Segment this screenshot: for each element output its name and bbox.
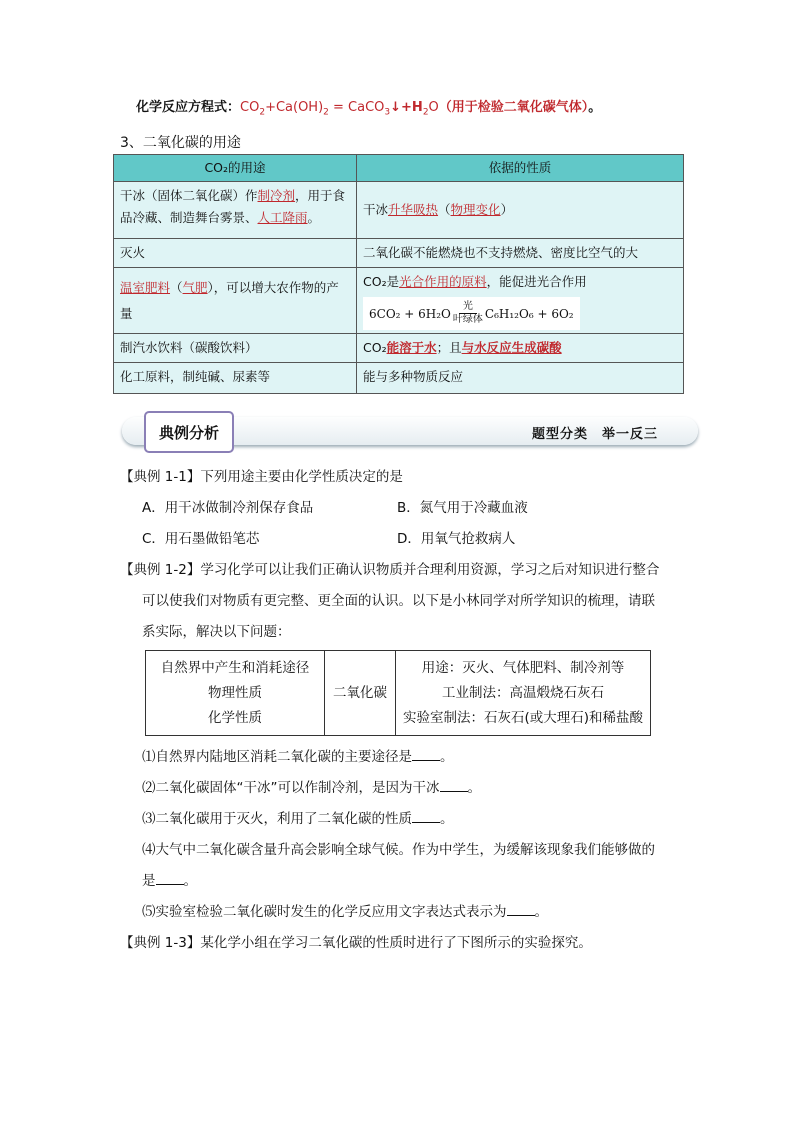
table-row: [114, 239, 684, 268]
section-title: 3、二氧化碳的用途: [120, 135, 241, 151]
banner-subtitle: 题型分类 举一反三: [531, 427, 658, 442]
option-a: A．用干冰做制冷剂保存食品: [142, 500, 314, 516]
table-header: 依据的性质: [357, 155, 684, 182]
banner-tab: 典例分析: [144, 411, 234, 453]
equation-formula: $CO_2+Ca(OH)_2$ = $CaCO_3↓+H_2O$（用于检验二氧化碳气体）: [240, 100, 589, 118]
summary-right-cell: 用途：灭火、气体肥料、制冷剂等 工业制法：高温煅烧石灰石 实验室制法：石灰石(或大理石)和稀盐酸: [396, 651, 651, 736]
table-row: [114, 334, 684, 363]
example-1-2-line-3: 系实际，解决以下问题：: [142, 624, 291, 640]
sub-question-1: ⑴自然界内陆地区消耗二氧化碳的主要途径是 。: [142, 746, 454, 768]
use-cell: 干冰（固体二氧化碳）作制冷剂，用于食品冷藏、制造舞台雾景、人工降雨。: [114, 182, 357, 239]
summary-center-cell: 二氧化碳: [325, 651, 396, 736]
co2-summary-table: [145, 650, 651, 736]
table-row: [114, 268, 684, 334]
equation-label: 化学反应方程式：: [136, 100, 241, 115]
use-cell: 制汽水饮料（碳酸饮料）: [114, 334, 357, 363]
sub-question-2: ⑵二氧化碳固体“干冰”可以作制冷剂，是因为干冰 。: [142, 777, 481, 799]
property-cell: 干冰升华吸热（物理变化）: [357, 182, 684, 239]
use-cell: 灭火: [114, 239, 357, 268]
table-header: CO₂的用途: [114, 155, 357, 182]
co2-uses-table: [113, 154, 684, 394]
property-cell: 能与多种物质反应: [357, 363, 684, 394]
example-1-3-question: 【典例 1-3】某化学小组在学习二氧化碳的性质时进行了下图所示的实验探究。: [120, 935, 592, 951]
table-row: [114, 182, 684, 239]
use-cell: 温室肥料（气肥），可以增大农作物的产量: [114, 268, 357, 334]
sub-question-5: ⑸实验室检验二氧化碳时发生的化学反应用文字表达式表示为 。: [142, 901, 548, 923]
option-b: B．氮气用于冷藏血液: [397, 500, 528, 516]
property-cell: CO₂是光合作用的原料，能促进光合作用 6CO₂ + 6H₂O $\frac{\text{光}}{\text{叶绿体}}$ C₆H₁₂O₆ + 6O₂: [357, 268, 684, 334]
reaction-equation-line: 化学反应方程式：$CO_2+Ca(OH)_2$ = $CaCO_3↓+H_2O$（用于检验二氧化碳气体）。: [136, 100, 602, 118]
example-1-2-line-2: 可以使我们对物质有更完整、更全面的认识。以下是小林同学对所学知识的梳理，请联: [142, 593, 655, 609]
photosynthesis-equation: 6CO₂ + 6H₂O $\frac{\text{光}}{\text{叶绿体}}$ C₆H₁₂O₆ + 6O₂: [363, 297, 580, 330]
property-cell: CO₂能溶于水；且与水反应生成碳酸: [357, 334, 684, 363]
option-d: D．用氧气抢救病人: [397, 531, 516, 547]
table-row: [114, 363, 684, 394]
use-cell: 化工原料，制纯碱、尿素等: [114, 363, 357, 394]
example-1-1-question: 【典例 1-1】下列用途主要由化学性质决定的是: [120, 469, 403, 485]
property-cell: 二氧化碳不能燃烧也不支持燃烧、密度比空气的大: [357, 239, 684, 268]
sub-question-4: ⑷大气中二氧化碳含量升高会影响全球气候。作为中学生，为缓解该现象我们能够做的: [142, 842, 655, 858]
option-c: C．用石墨做铅笔芯: [142, 531, 260, 547]
sub-question-3: ⑶二氧化碳用于灭火，利用了二氧化碳的性质 。: [142, 808, 454, 830]
summary-left-cell: 自然界中产生和消耗途径 物理性质 化学性质: [146, 651, 325, 736]
example-analysis-banner: [122, 411, 698, 451]
sub-question-4-cont: 是 。: [142, 870, 197, 892]
example-1-2-line-1: 【典例 1-2】学习化学可以让我们正确认识物质并合理利用资源，学习之后对知识进行整合: [120, 562, 660, 578]
